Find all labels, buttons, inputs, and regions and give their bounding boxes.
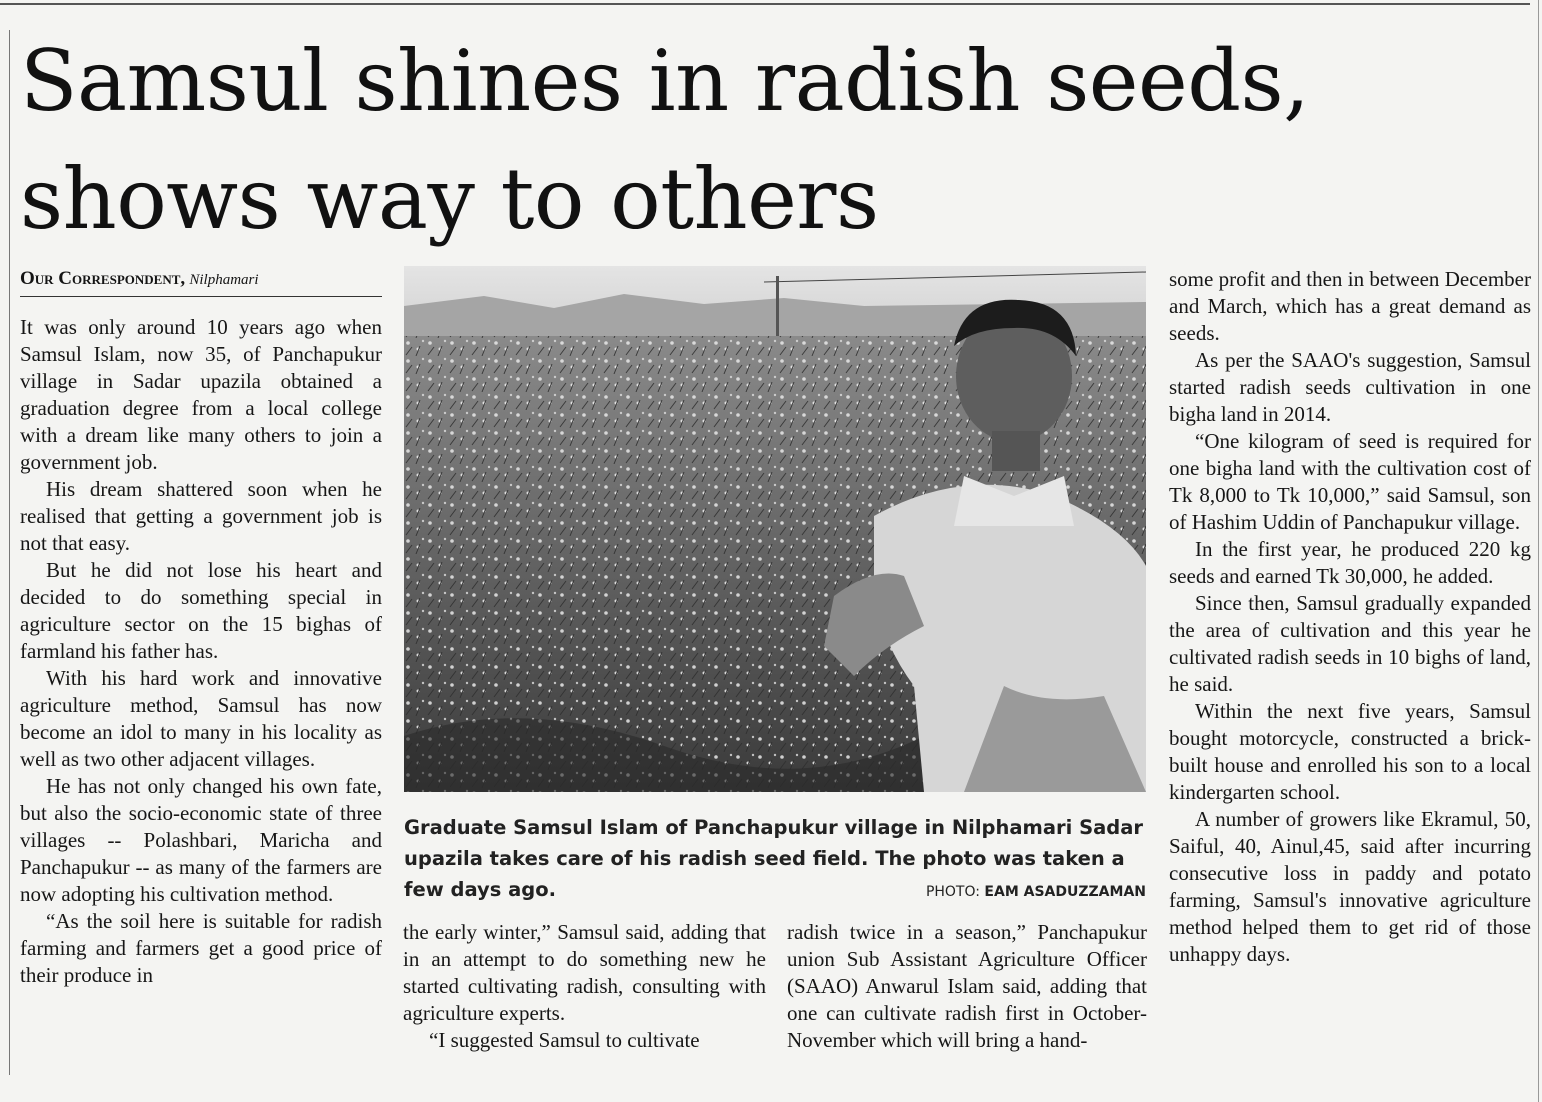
paragraph: “One kilogram of seed is required for one bigha land with the cultivation cost of Tk 8,000 to Tk 10,000,” said Samsul, son of Hashim Uddin of Panchapukur village.: [1169, 429, 1531, 534]
article-column-3: [787, 919, 1147, 1054]
news-photo: [404, 266, 1146, 792]
right-page-edge: [1538, 0, 1539, 1102]
paragraph: some profit and then in between December and March, which has a great demand as seeds.: [1169, 267, 1531, 345]
paragraph: As per the SAAO's suggestion, Samsul started radish seeds cultivation in one bigha land in 2014.: [1169, 348, 1531, 426]
paragraph: A number of growers like Ekramul, 50, Saiful, 40, Ainul,45, said after incurring consecutive loss in paddy and potato farming, Samsul's innovative agriculture method helped them to get rid of those unhappy days.: [1169, 807, 1531, 966]
article-column-4: [1169, 266, 1531, 968]
paragraph: In the first year, he produced 220 kg seeds and earned Tk 30,000, he added.: [1169, 537, 1531, 588]
photo-credit-label: PHOTO:: [925, 884, 980, 900]
headline: Samsul shines in radish seeds, shows way to others: [20, 32, 1310, 248]
left-column-rule: [9, 30, 10, 1075]
article-column-1: [20, 314, 382, 989]
paragraph: the early winter,” Samsul said, adding that in an attempt to do something new he started cultivating radish, consulting with agriculture experts.: [403, 920, 766, 1025]
paragraph: Since then, Samsul gradually expanded the area of cultivation and this year he cultivated radish seeds in 10 bighs of land, he said.: [1169, 591, 1531, 696]
paragraph: His dream shattered soon when he realised that getting a government job is not that easy.: [20, 477, 382, 555]
paragraph: With his hard work and innovative agriculture method, Samsul has now become an idol to many in his locality as well as two other adjacent villages.: [20, 666, 382, 771]
paragraph: But he did not lose his heart and decided to do something special in agriculture sector on the 15 bighas of farmland his father has.: [20, 558, 382, 663]
photo-credit: [900, 884, 1146, 900]
top-rule: [0, 3, 1530, 5]
paragraph: radish twice in a season,” Panchapukur union Sub Assistant Agriculture Officer (SAAO) Anwarul Islam said, adding that one can cultivate radish first in October-November which will bring a hand-: [787, 920, 1147, 1052]
byline-correspondent: Our Correspondent,: [20, 268, 186, 289]
paragraph: “As the soil here is suitable for radish farming and farmers get a good price of their produce in: [20, 909, 382, 987]
paragraph: Within the next five years, Samsul bought motorcycle, constructed a brick- built house and enrolled his son to a local kindergarten school.: [1169, 699, 1531, 804]
article-column-2: [403, 919, 766, 1054]
paragraph: It was only around 10 years ago when Samsul Islam, now 35, of Panchapukur village in Sadar upazila obtained a graduation degree from a local college with a dream like many others to join a government job.: [20, 315, 382, 474]
photo-illustration: [404, 266, 1146, 792]
photo-caption: Graduate Samsul Islam of Panchapukur village in Nilphamari Sadar upazila takes care of his radish seed field. The photo was taken a few days ago.: [404, 816, 1144, 901]
paragraph: He has not only changed his own fate, but also the socio-economic state of three villages -- Polashbari, Maricha and Panchapukur -- as many of the farmers are now adopting his cultivation method.: [20, 774, 382, 906]
byline: [20, 268, 382, 297]
paragraph: “I suggested Samsul to cultivate: [429, 1028, 700, 1052]
byline-location: Nilphamari: [189, 272, 259, 288]
photo-credit-name: EAM ASADUZZAMAN: [984, 884, 1146, 900]
